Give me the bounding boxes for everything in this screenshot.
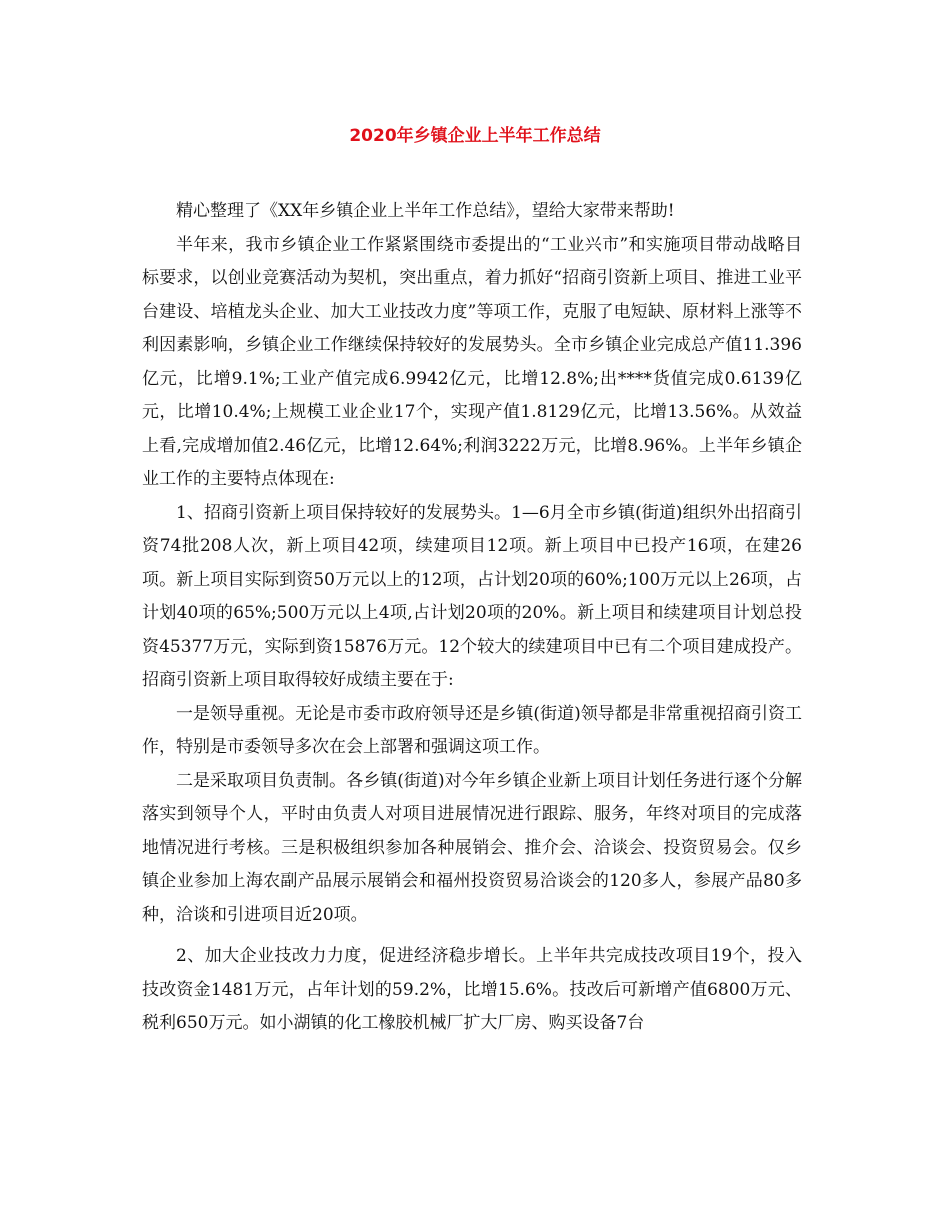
- responsibility-paragraph: 二是采取项目负责制。各乡镇(街道)对今年乡镇企业新上项目计划任务进行逐个分解落实到领导个人，平时由负责人对项目进展情况进行跟踪、服务，年终对项目的完成落地情况进行考核。三是积极组织参加各种展销会、推介会、洽谈会、投资贸易会。仅乡镇企业参加上海农副产品展示展销会和福州投资贸易洽谈会的120多人，参展产品80多种，洽谈和引进项目近20项。: [142, 770, 802, 925]
- document-title: 2020年乡镇企业上半年工作总结: [349, 126, 601, 146]
- intro-paragraph: 精心整理了《XX年乡镇企业上半年工作总结》，望给大家带来帮助!: [176, 201, 675, 221]
- investment-paragraph: 1、招商引资新上项目保持较好的发展势头。1—6月全市乡镇(街道)组织外出招商引资74批208人次，新上项目42项，续建项目12项。新上项目中已投产16项，在建26项。新上项目实际到资50万元以上的12项，占计划20项的60%;100万元以上26项，占计划40项的65%;500万元以上4项,占计划20项的20%。新上项目和续建项目计划总投资45377万元，实际到资15876万元。12个较大的续建项目中已有二个项目建成投产。招商引资新上项目取得较好成绩主要在于:: [142, 502, 802, 690]
- overview-paragraph: 半年来，我市乡镇企业工作紧紧围绕市委提出的“工业兴市”和实施项目带动战略目标要求，以创业竞赛活动为契机，突出重点，着力抓好“招商引资新上项目、推进工业平台建设、培植龙头企业、加大工业技改力度”等项工作，克服了电短缺、原材料上涨等不利因素影响，乡镇企业工作继续保持较好的发展势头。全市乡镇企业完成总产值11.396亿元，比增9.1%;工业产值完成6.9942亿元，比增12.8%;出****货值完成0.6139亿元，比增10.4%;上规模工业企业17个，实现产值1.8129亿元，比增13.56%。从效益上看,完成增加值2.46亿元，比增12.64%;利润3222万元，比增8.96%。上半年乡镇企业工作的主要特点体现在:: [142, 234, 802, 489]
- document-body: [142, 195, 802, 1041]
- technical-upgrade-paragraph: 2、加大企业技改力力度，促进经济稳步增长。上半年共完成技改项目19个，投入技改资金1481万元，占年计划的59.2%，比增15.6%。技改后可新增产值6800万元、税利650万元。如小湖镇的化工橡胶机械厂扩大厂房、购买设备7台: [142, 946, 802, 1033]
- leadership-paragraph: 一是领导重视。无论是市委市政府领导还是乡镇(街道)领导都是非常重视招商引资工作，特别是市委领导多次在会上部署和强调这项工作。: [142, 703, 802, 757]
